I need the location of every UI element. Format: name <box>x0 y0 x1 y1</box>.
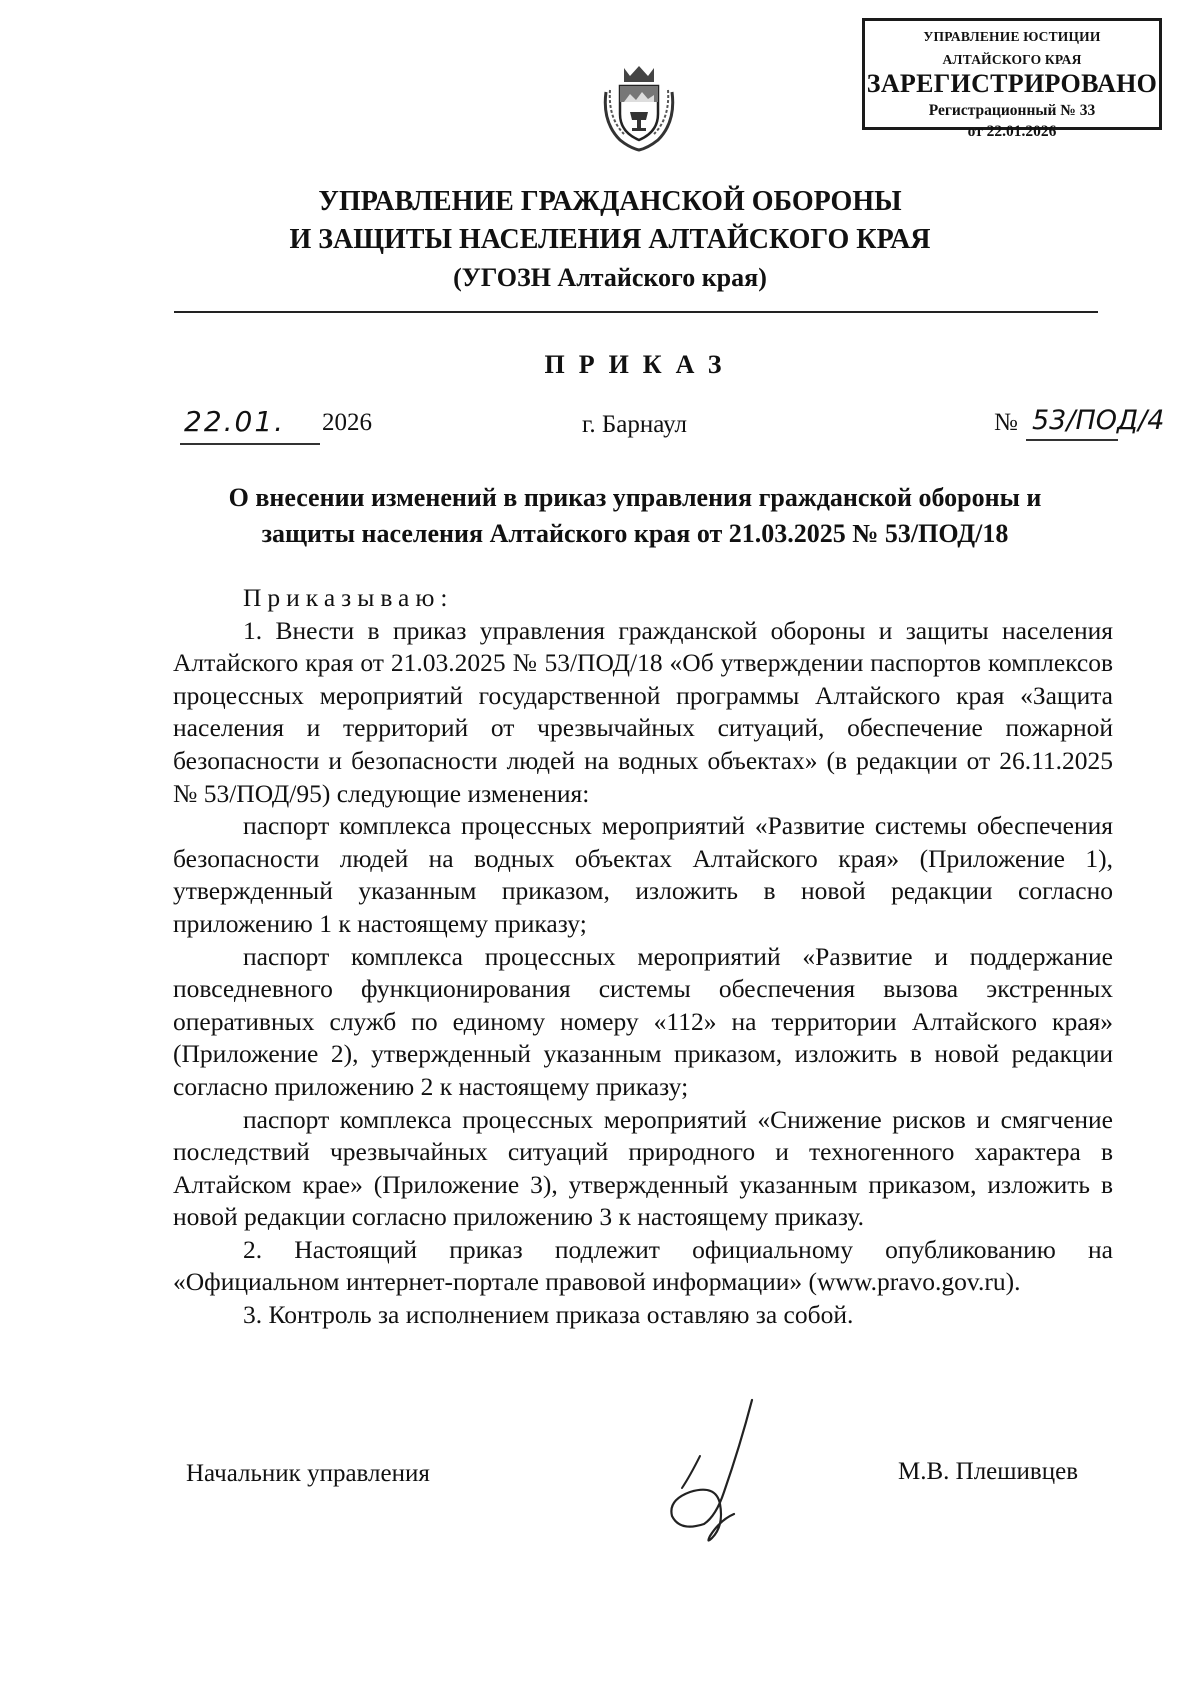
header-line-3: (УГОЗН Алтайского края) <box>453 263 767 292</box>
header-line-1: УПРАВЛЕНИЕ ГРАЖДАНСКОЙ ОБОРОНЫ <box>318 186 902 217</box>
document-title <box>170 480 1100 552</box>
date-underline <box>180 443 320 445</box>
paragraph-passport-3: паспорт комплекса процессных мероприятий «Снижение рисков и смягчение последствий чрезвычайных ситуаций природного и техногенного характера в Алтайском крае» (Приложение 3), утвержденный указанным приказом, изложить в новой редакции согласно приложению 3 к настоящему приказу. <box>173 1104 1113 1232</box>
stamp-reg-date: от 22.01.2026 <box>967 123 1057 140</box>
document-type: ПРИКАЗ <box>544 350 736 379</box>
header-line-2: И ЗАЩИТЫ НАСЕЛЕНИЯ АЛТАЙСКОГО КРАЯ <box>289 224 931 255</box>
signer-name: М.В. Плешивцев <box>898 1458 1078 1485</box>
paragraph-2: 2. Настоящий приказ подлежит официальному опубликованию на «Официальном интернет-портале правовой информации» (www.pravo.gov.ru). <box>173 1234 1113 1297</box>
organization-header <box>160 183 1060 297</box>
handwritten-signature <box>660 1396 770 1546</box>
paragraph-3: 3. Контроль за исполнением приказа оставляю за собой. <box>243 1300 854 1330</box>
date-number-row <box>0 405 1200 455</box>
handwritten-date: 22.01. <box>184 405 286 438</box>
number-underline <box>1026 439 1118 441</box>
paragraph-1: 1. Внести в приказ управления гражданской обороны и защиты населения Алтайского края от 21.03.2025 № 53/ПОД/18 «Об утверждении паспортов комплексов процессных мероприятий государственной программы Алтайского края «Защита населения и территорий от чрезвычайных ситуаций, обеспечение пожарной безопасности и безопасности людей на водных объектах» (в редакции от 26.11.2025 № 53/ПОД/95) следующие изменения: <box>173 615 1113 808</box>
handwritten-number: 53/ПОД/4 <box>1032 405 1165 436</box>
coat-of-arms-emblem <box>598 62 680 152</box>
document-body <box>173 582 1113 1332</box>
stamp-reg-number: Регистрационный № 33 <box>928 102 1096 119</box>
title-line-2: защиты населения Алтайского края от 21.03.2025 № 53/ПОД/18 <box>261 519 1009 548</box>
title-line-1: О внесении изменений в приказ управления гражданской обороны и <box>228 483 1042 512</box>
header-divider <box>174 311 1098 313</box>
stamp-status: ЗАРЕГИСТРИРОВАНО <box>866 69 1158 98</box>
registration-stamp <box>862 18 1162 140</box>
paragraph-passport-1: паспорт комплекса процессных мероприятий «Развитие системы обеспечения безопасности людей на водных объектах Алтайского края» (Приложение 1), утвержденный указанным приказом, изложить в новой редакции согласно приложению 1 к настоящему приказу; <box>173 811 1113 938</box>
city: г. Барнаул <box>582 411 687 438</box>
date-year: 2026 <box>322 409 372 436</box>
signer-position: Начальник управления <box>186 1460 430 1487</box>
stamp-org-line1: УПРАВЛЕНИЕ ЮСТИЦИИ <box>923 29 1101 44</box>
paragraph-passport-2: паспорт комплекса процессных мероприятий «Развитие и поддержание повседневного функционирования системы обеспечения вызова экстренных оперативных служб по единому номеру «112» на территории Алтайского края» (Приложение 2), утвержденный указанным приказом, изложить в новой редакции согласно приложению 2 к настоящему приказу; <box>173 941 1113 1101</box>
number-label: № <box>994 409 1018 436</box>
order-verb: Приказываю: <box>243 583 454 612</box>
stamp-org-line2: АЛТАЙСКОГО КРАЯ <box>942 52 1082 67</box>
